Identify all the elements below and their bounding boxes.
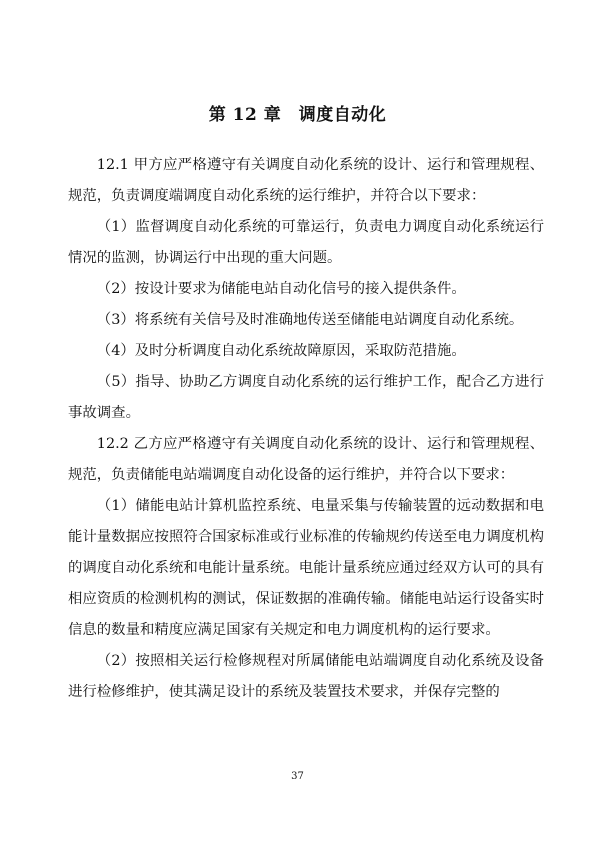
document-body: [68, 150, 544, 708]
paragraph-12-2-item-2: （2）按照相关运行检修规程对所属储能电站端调度自动化系统及设备进行检修维护，使其满足设计的系统及装置技术要求，并保存完整的: [68, 653, 544, 700]
paragraph-12-1-item-2: （2）按设计要求为储能电站自动化信号的接入提供条件。: [96, 281, 466, 297]
chapter-title: 第 12 章 调度自动化: [208, 105, 387, 125]
paragraph-12-2-item-1: （1）储能电站计算机监控系统、电量采集与传输装置的远动数据和电能计量数据应按照符合国家标准或行业标准的传输规约传送至电力调度机构的调度自动化系统和电能计量系统。电能计量系统应通过经双方认可的具有相应资质的检测机构的测试，保证数据的准确传输。储能电站运行设备实时信息的数量和精度应满足国家有关规定和电力调度机构的运行要求。: [68, 498, 544, 638]
paragraph-12-1-item-1: （1）监督调度自动化系统的可靠运行，负责电力调度自动化系统运行情况的监测，协调运行中出现的重大问题。: [68, 219, 544, 266]
paragraph-12-1-item-4: （4）及时分析调度自动化系统故障原因，采取防范措施。: [96, 343, 466, 359]
paragraph-12-1-item-3: （3）将系统有关信号及时准确地传送至储能电站调度自动化系统。: [96, 312, 524, 328]
page-number: 37: [291, 771, 304, 782]
paragraph-12-1: 12.1 甲方应严格遵守有关调度自动化系统的设计、运行和管理规程、规范，负责调度端调度自动化系统的运行维护，并符合以下要求：: [68, 157, 544, 204]
paragraph-12-1-item-5: （5）指导、协助乙方调度自动化系统的运行维护工作，配合乙方进行事故调查。: [68, 374, 544, 421]
paragraph-12-2: 12.2 乙方应严格遵守有关调度自动化系统的设计、运行和管理规程、规范，负责储能电站端调度自动化设备的运行维护，并符合以下要求：: [68, 436, 544, 483]
